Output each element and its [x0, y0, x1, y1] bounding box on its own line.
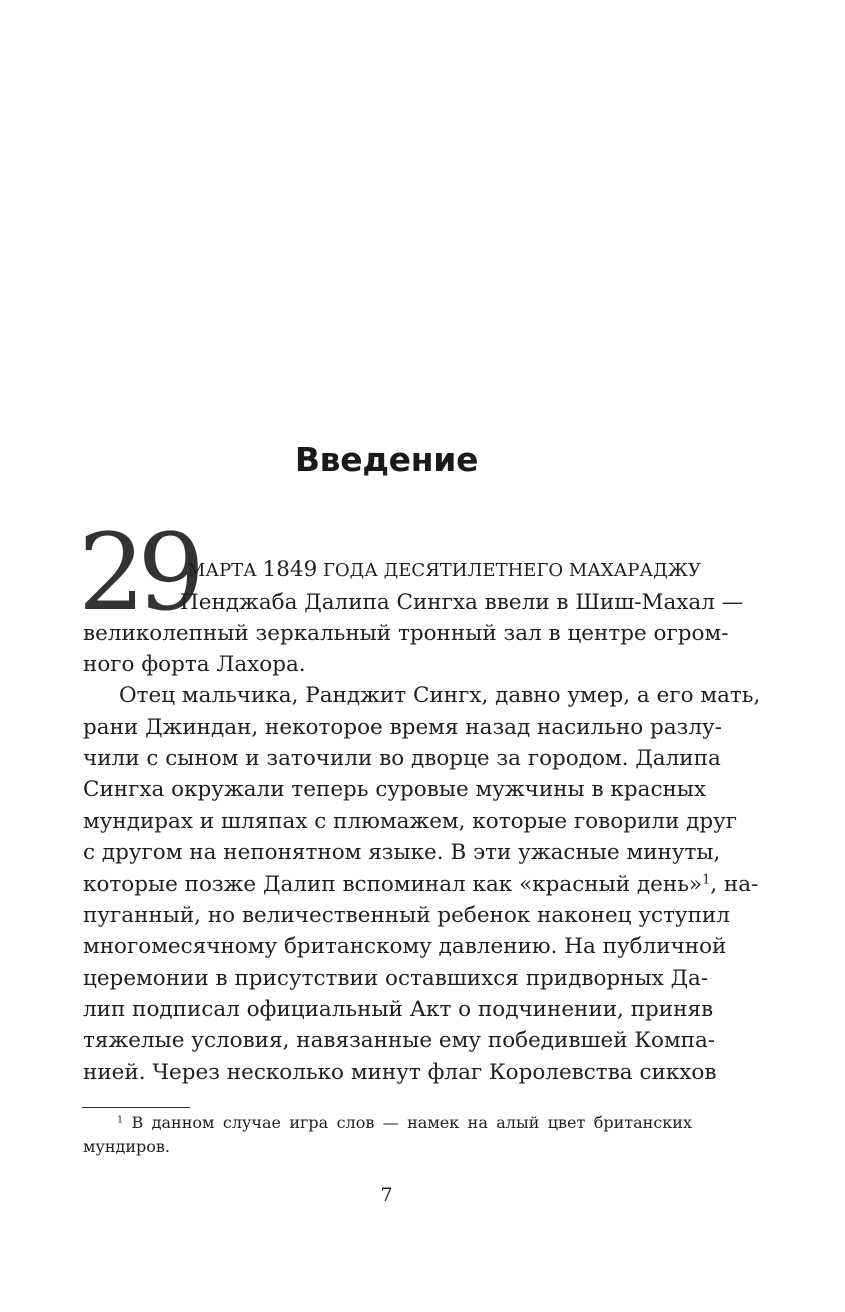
- text-line: великолепный зеркальный тронный зал в центре огром-: [83, 621, 729, 646]
- footnote-number: 1: [117, 1114, 124, 1126]
- text-line: ного форта Лахора.: [83, 652, 306, 677]
- text-line: пуганный, но величественный ребенок наконец уступил: [83, 903, 730, 928]
- page-number: 7: [380, 1184, 393, 1206]
- text-line: Сингха окружали теперь суровые мужчины в красных: [83, 777, 707, 802]
- text-line: многомесячному британскому давлению. На публичной: [83, 934, 727, 959]
- footnote-divider: [82, 1107, 190, 1108]
- opening-first-line: [187, 554, 701, 586]
- text-line: чили с сыном и заточили во дворце за городом. Далипа: [83, 746, 721, 771]
- opening-suffix: ГОДА ДЕСЯТИЛЕТНЕГО МАХАРАДЖУ: [317, 560, 701, 581]
- text-line: лип подписал официальный Акт о подчинении, приняв: [83, 997, 714, 1022]
- text-line: церемонии в присутствии оставшихся придворных Да-: [83, 966, 709, 991]
- text-segment: которые позже Далип вспоминал как «красный день»: [83, 872, 703, 897]
- text-line: с другом на непонятном языке. В эти ужасные минуты,: [83, 840, 721, 865]
- text-line: рани Джиндан, некоторое время назад насильно разлу-: [83, 715, 722, 740]
- text-segment: , на-: [710, 872, 759, 897]
- drop-cap: 29: [78, 511, 197, 634]
- footnote-text: В данном случае игра слов — намек на алый цвет британских: [131, 1113, 692, 1132]
- text-line: Отец мальчика, Ранджит Сингх, давно умер, а его мать,: [119, 683, 761, 708]
- opening-year: 1849: [262, 557, 318, 582]
- chapter-title: Введение: [294, 440, 479, 479]
- footnote-ref[interactable]: 1: [702, 872, 711, 888]
- text-line: мундирах и шляпах с плюмажем, которые говорили друг: [83, 809, 738, 834]
- opening-prefix: МАРТА: [187, 560, 263, 581]
- footnote-line: мундиров.: [83, 1137, 171, 1156]
- text-line-with-footnote: [83, 869, 759, 900]
- text-line: Пенджаба Далипа Сингха ввели в Шиш-Махал —: [180, 590, 744, 615]
- footnote-line: [117, 1111, 692, 1135]
- text-line: нией. Через несколько минут флаг Королевства сикхов: [83, 1060, 717, 1085]
- text-line: тяжелые условия, навязанные ему победившей Компа-: [83, 1028, 716, 1053]
